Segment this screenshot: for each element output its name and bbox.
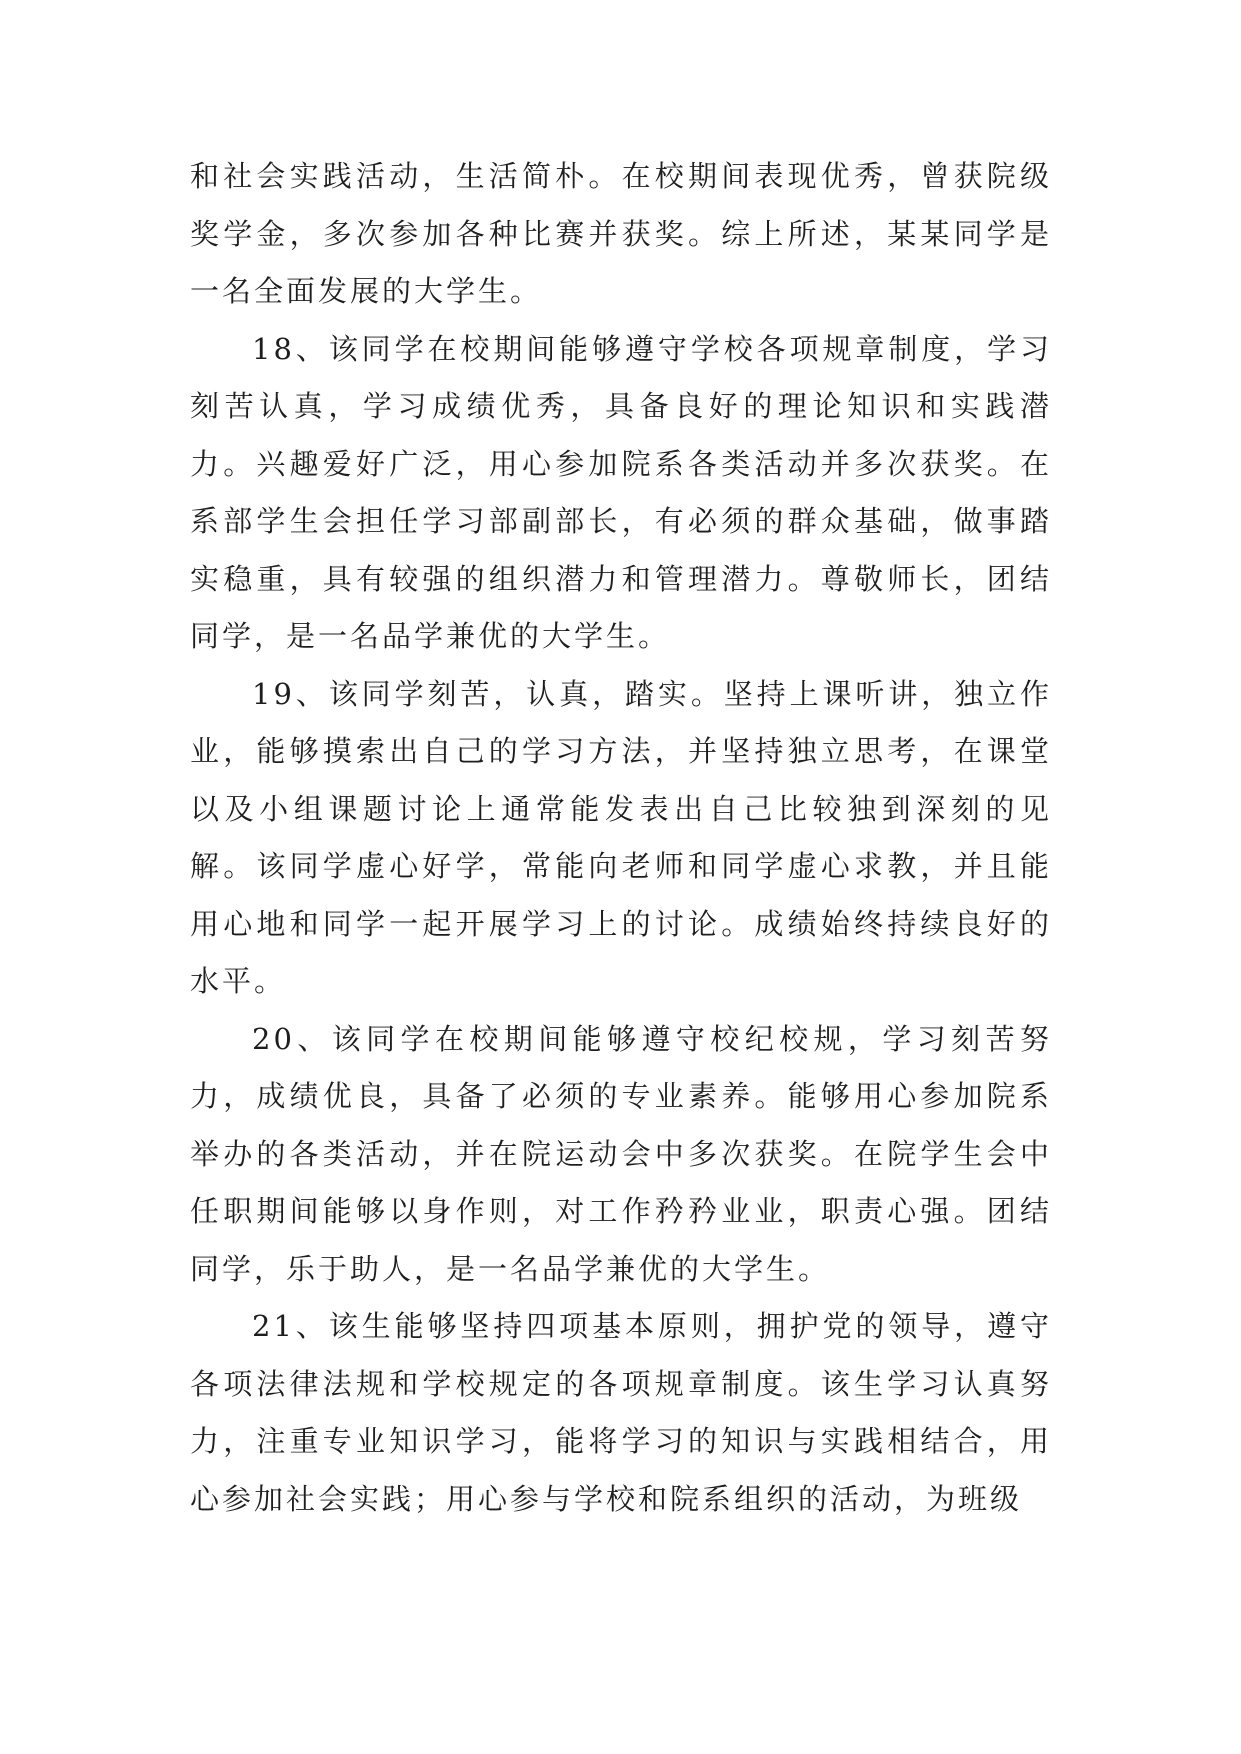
- paragraph-continuation: 和社会实践活动，生活简朴。在校期间表现优秀，曾获院级奖学金，多次参加各种比赛并获奖。综上所述，某某同学是一名全面发展的大学生。: [190, 159, 1052, 308]
- paragraph-item-19: 19、该同学刻苦，认真，踏实。坚持上课听讲，独立作业，能够摸索出自己的学习方法，并坚持独立思考，在课堂以及小组课题讨论上通常能发表出自己比较独到深刻的见解。该同学虚心好学，常能向老师和同学虚心求教，并且能用心地和同学一起开展学习上的讨论。成绩始终持续良好的水平。: [190, 676, 1052, 998]
- document-body: [190, 148, 1052, 1528]
- paragraph-item-21: 21、该生能够坚持四项基本原则，拥护党的领导，遵守各项法律法规和学校规定的各项规章制度。该生学习认真努力，注重专业知识学习，能将学习的知识与实践相结合，用心参加社会实践；用心参与学校和院系组织的活动，为班级: [190, 1309, 1052, 1516]
- paragraph-item-18: 18、该同学在校期间能够遵守学校各项规章制度，学习刻苦认真，学习成绩优秀，具备良好的理论知识和实践潜力。兴趣爱好广泛，用心参加院系各类活动并多次获奖。在系部学生会担任学习部副部长，有必须的群众基础，做事踏实稳重，具有较强的组织潜力和管理潜力。尊敬师长，团结同学，是一名品学兼优的大学生。: [190, 331, 1052, 653]
- paragraph-item-20: 20、该同学在校期间能够遵守校纪校规，学习刻苦努力，成绩优良，具备了必须的专业素养。能够用心参加院系举办的各类活动，并在院运动会中多次获奖。在院学生会中任职期间能够以身作则，对工作矜矜业业，职责心强。团结同学，乐于助人，是一名品学兼优的大学生。: [190, 1021, 1052, 1286]
